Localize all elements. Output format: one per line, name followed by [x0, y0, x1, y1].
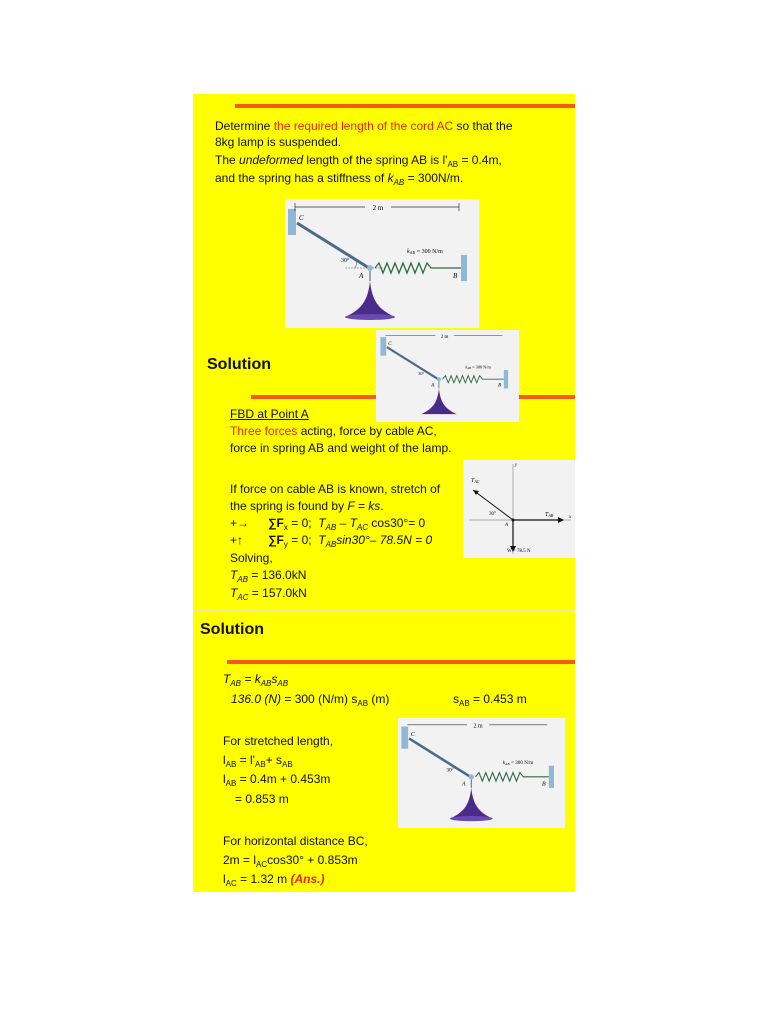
- angle-label: 30°: [418, 370, 425, 376]
- fbd-weight-label: W = 78.5 N: [507, 549, 531, 554]
- point-a-label: A: [461, 781, 466, 788]
- spring-label: kAB = 300 N/m: [407, 249, 443, 255]
- horizontal-title: For horizontal distance BC,: [223, 834, 368, 848]
- red-rule: [251, 395, 377, 399]
- point-c-label: C: [299, 214, 304, 222]
- lamp-figure-small: [376, 330, 519, 422]
- dim-label: 2 m: [372, 204, 384, 212]
- equation-sum-fy: +↑ $\sum F_y = 0$; $T_{AB}\sin 30^\circ-$ 78.5N = 0: [230, 533, 433, 549]
- red-rule: [235, 104, 575, 108]
- spring-equation: $T_{AB} = k_{AB}s_{AB}$: [223, 672, 289, 688]
- stretched-line-2: $l_{AB} = 0.4m + 0.453m$: [223, 772, 331, 788]
- spring-label: kAB = 300 N/m: [465, 364, 491, 371]
- equation-sum-fx: +→ $\sum F_x = 0$; $T_{AB} - T_{AC}$ cos30°= 0: [230, 516, 426, 532]
- spring-substitution: 136.0 (N) = 300 (N/m) $s_{AB}$ (m): [231, 692, 390, 708]
- slide-solution-fbd: [193, 330, 575, 610]
- point-c-label: C: [388, 341, 392, 347]
- problem-line-3: The undeformed length of the spring AB is $l'_{AB} = 0.4m$,: [215, 153, 502, 169]
- solution-heading: Solution: [200, 621, 264, 638]
- fbd-x-axis: x: [569, 515, 572, 520]
- point-a-label: A: [359, 272, 364, 280]
- fbd-tab-label: TAB: [545, 512, 554, 518]
- red-rule: [519, 395, 575, 399]
- fbd-title: FBD at Point A: [230, 407, 309, 421]
- fbd-line-2: force in spring AB and weight of the lamp.: [230, 441, 452, 455]
- answer-label: (Ans.): [290, 872, 325, 886]
- spring-label: kAB = 300 N/m: [502, 760, 534, 767]
- fbd-line-1: Three forces acting, force by cable AC,: [230, 424, 437, 438]
- result-tac: $T_{AC} = 157.0kN$: [230, 586, 307, 602]
- solving-label: Solving,: [230, 551, 273, 565]
- dim-label: 2 m: [473, 723, 483, 730]
- result-tab: $T_{AB} = 136.0kN$: [230, 568, 307, 584]
- point-a-label: A: [431, 383, 435, 389]
- point-b-label: B: [498, 383, 502, 389]
- fbd-angle-label: 30°: [489, 512, 496, 517]
- slide-problem: [193, 94, 575, 330]
- stretched-line-3: = 0.853 m: [235, 792, 289, 806]
- free-body-diagram: [463, 460, 575, 558]
- point-b-label: B: [453, 272, 458, 280]
- problem-line-4: and the spring has a stiffness of $k_{AB} = 300N/m$.: [215, 171, 464, 187]
- stretched-title: For stretched length,: [223, 734, 334, 748]
- fbd-tac-label: TAC: [471, 478, 480, 484]
- lamp-figure-small: [398, 718, 565, 828]
- angle-label: 30°: [341, 258, 350, 264]
- horizontal-line-2: $l_{AC} = 1.32$ m (Ans.): [223, 872, 325, 888]
- solution-heading: Solution: [207, 356, 271, 373]
- point-c-label: C: [410, 731, 415, 738]
- stretched-line-1: $l_{AB} = l'_{AB}+ s_{AB}$: [223, 753, 293, 769]
- dim-label: 2 m: [440, 334, 449, 340]
- slide-solution-final: [193, 611, 575, 892]
- fbd-y-axis: y: [515, 463, 518, 468]
- angle-label: 30°: [446, 767, 454, 774]
- stretch-result: $s_{AB} = 0.453$ m: [453, 692, 527, 708]
- problem-line-1: Determine the required length of the cord AC so that the: [215, 119, 513, 133]
- fbd-point-a: A: [505, 523, 509, 528]
- lamp-figure: [285, 199, 479, 328]
- fbd-line-3: If force on cable AB is known, stretch of: [230, 482, 441, 496]
- red-rule: [227, 660, 575, 664]
- fbd-line-4: the spring is found by F = ks.: [230, 499, 384, 513]
- point-b-label: B: [542, 781, 546, 788]
- problem-line-2: 8kg lamp is suspended.: [215, 135, 342, 149]
- horizontal-line-1: $2m = l_{AC}\cos 30^\circ + 0.853m$: [223, 853, 358, 869]
